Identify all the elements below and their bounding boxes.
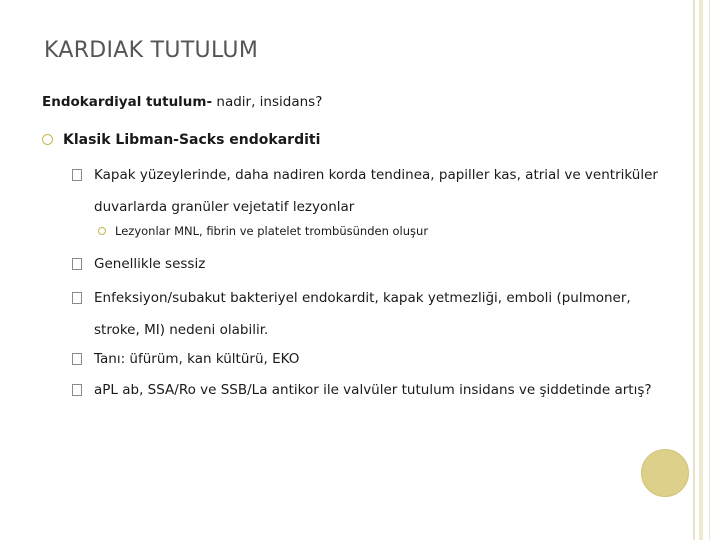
heading-rest-text: nadir, insidans? (212, 94, 323, 110)
bullet-item-1 (72, 159, 672, 223)
heading-bold-text: Endokardiyal tutulum- (42, 94, 213, 110)
bullet-item-4-text: Tanı: üfürüm, kan kültürü, EKO (94, 351, 300, 367)
circle-bullet-icon (42, 134, 53, 145)
decorative-circle (641, 449, 689, 497)
square-bullet-icon (72, 384, 82, 396)
square-bullet-icon (72, 353, 82, 365)
bullet-item-2 (72, 248, 672, 280)
bullet-level1 (42, 132, 320, 148)
bullet-item-5 (72, 374, 672, 406)
bullet-subitem (98, 224, 428, 238)
bullet-item-3-text: Enfeksiyon/subakut bakteriyel endokardit, kapak yetmezliği, emboli (pulmoner, stroke, MI) nedeni olabilir. (94, 290, 631, 338)
bullet-subitem-text: Lezyonlar MNL, fibrin ve platelet trombüsünden oluşur (115, 224, 429, 238)
circle-bullet-icon (98, 227, 106, 235)
decorative-rule (699, 0, 703, 540)
square-bullet-icon (72, 169, 82, 181)
bullet-item-4 (72, 343, 672, 375)
slide-title: KARDIAK TUTULUM (44, 38, 259, 63)
decorative-rule (709, 0, 710, 540)
bullet-item-3 (72, 282, 672, 346)
section-heading (42, 94, 322, 110)
square-bullet-icon (72, 292, 82, 304)
decorative-rule (693, 0, 695, 540)
bullet-item-5-text: aPL ab, SSA/Ro ve SSB/La antikor ile valvüler tutulum insidans ve şiddetinde artış? (94, 382, 652, 398)
bullet-level1-text: Klasik Libman-Sacks endokarditi (63, 132, 321, 148)
bullet-item-2-text: Genellikle sessiz (94, 256, 206, 272)
bullet-item-1-text: Kapak yüzeylerinde, daha nadiren korda tendinea, papiller kas, atrial ve ventriküler duvarlarda granüler vejetatif lezyonlar (94, 167, 658, 215)
square-bullet-icon (72, 258, 82, 270)
